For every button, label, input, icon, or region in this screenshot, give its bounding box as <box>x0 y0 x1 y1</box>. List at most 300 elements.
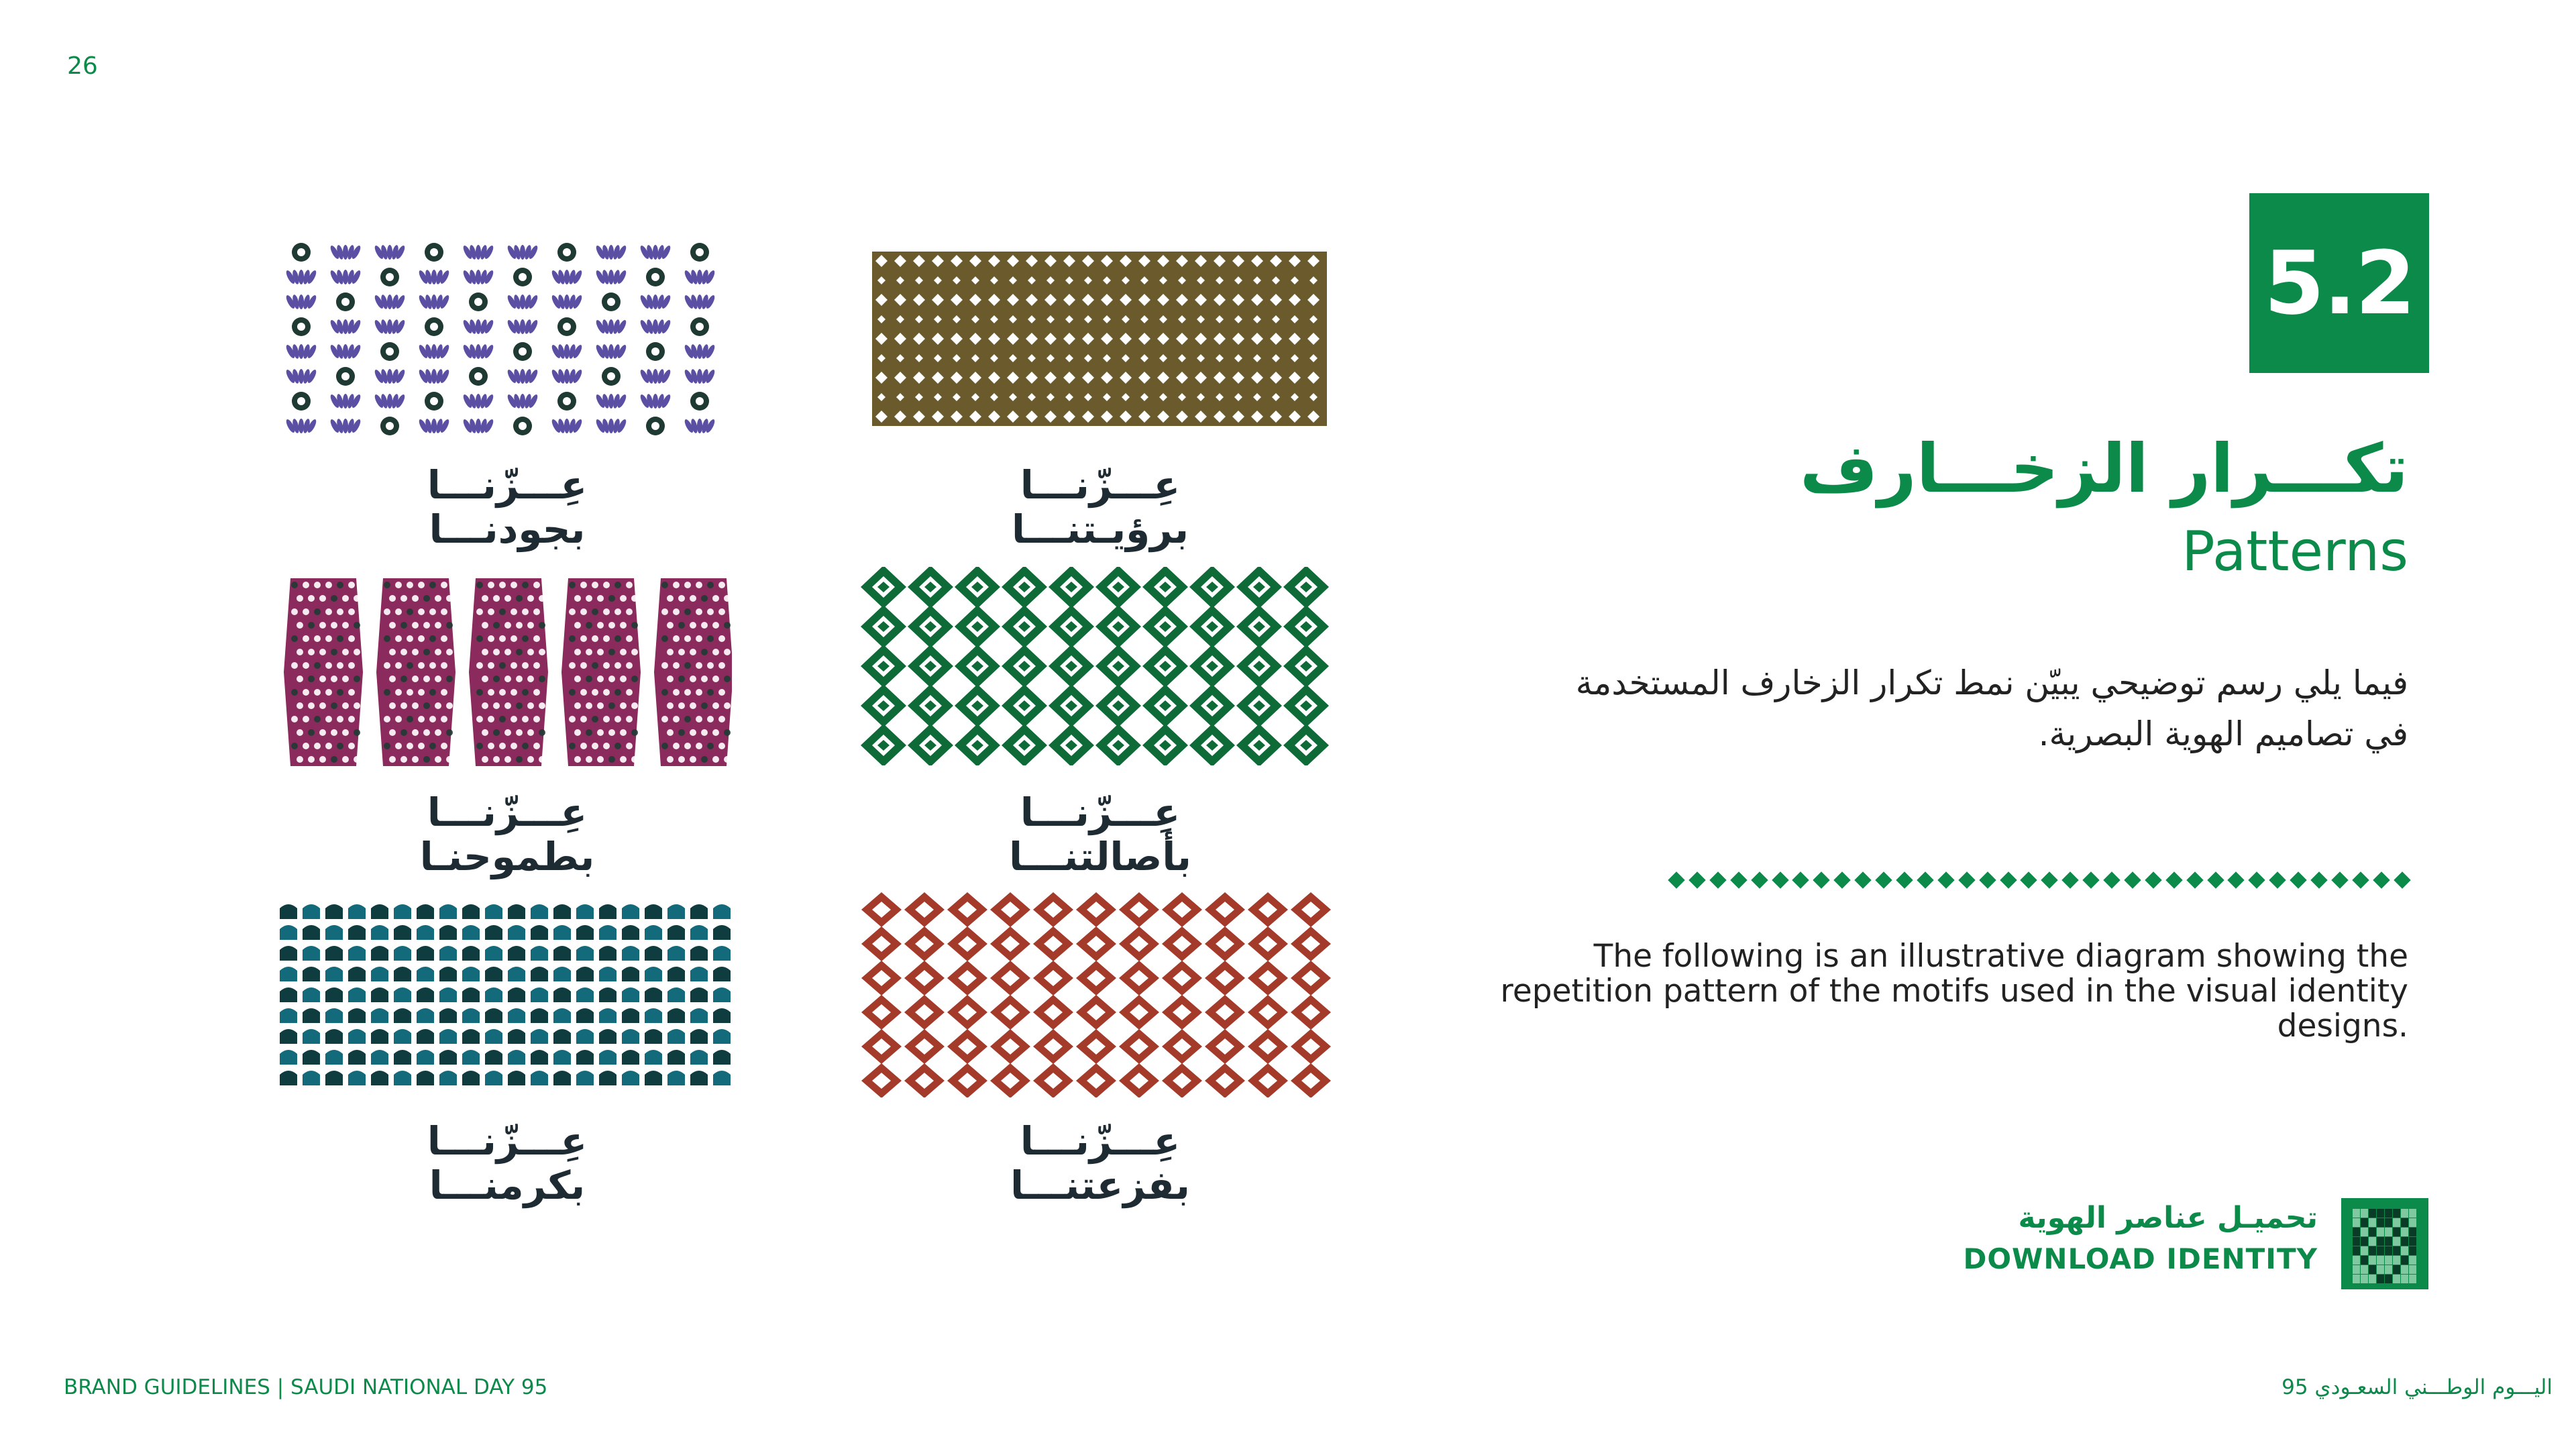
section-number: 5.2 <box>2263 232 2415 334</box>
leaf-motif <box>329 319 362 334</box>
arch-motif <box>531 1050 548 1065</box>
flower-motif <box>425 243 443 262</box>
caption-bottom: بفزعتنـــا <box>1010 1163 1190 1208</box>
diamond-motif <box>1142 684 1188 727</box>
arch-motif <box>394 1029 411 1044</box>
divider-diamond <box>1896 871 1913 888</box>
leaf-motif <box>594 393 627 409</box>
divider-diamond <box>2394 871 2410 888</box>
arch-motif <box>280 946 297 961</box>
lattice-motif <box>990 1029 1030 1064</box>
lattice-motif <box>1076 1029 1116 1064</box>
arch-motif <box>667 1071 685 1085</box>
lattice-motif <box>1205 1029 1245 1064</box>
leaf-motif <box>329 244 362 260</box>
leaf-motif <box>329 343 362 359</box>
divider-diamond <box>1730 871 1747 888</box>
leaf-motif <box>683 269 716 284</box>
arch-motif <box>690 946 708 961</box>
arch-motif <box>690 1050 708 1065</box>
caption-ruyatna <box>959 463 1241 551</box>
arch-motif <box>371 967 388 981</box>
divider-diamond <box>2041 871 2058 888</box>
arch-motif <box>531 1029 548 1044</box>
arch-motif <box>713 1008 731 1023</box>
diamond-motif <box>1095 724 1141 765</box>
divider-diamond <box>2310 871 2327 888</box>
diamond-motif <box>955 645 1000 688</box>
arch-motif <box>508 1029 525 1044</box>
arch-motif <box>348 904 366 919</box>
lattice-motif <box>1248 926 1288 961</box>
diamond-motif <box>1283 684 1329 727</box>
arch-motif <box>553 946 571 961</box>
arch-motif <box>462 1050 480 1065</box>
leaf-motif <box>683 418 716 433</box>
divider-diamond <box>1792 871 1809 888</box>
diamond-motif <box>1189 645 1235 688</box>
lattice-motif <box>990 892 1030 927</box>
hexagon-band <box>284 578 363 766</box>
arch-motif <box>599 967 616 981</box>
arch-motif <box>553 1050 571 1065</box>
arch-motif <box>508 946 525 961</box>
lattice-motif <box>947 926 987 961</box>
arch-motif <box>508 1071 525 1085</box>
diamond-motif <box>1283 567 1329 608</box>
arch-motif <box>622 987 639 1002</box>
arch-motif <box>553 987 571 1002</box>
arch-motif <box>599 904 616 919</box>
arch-motif <box>325 987 343 1002</box>
arch-motif <box>690 925 708 940</box>
arch-motif <box>303 904 320 919</box>
diamond-motif <box>861 724 906 765</box>
arch-motif <box>485 987 502 1002</box>
arch-motif <box>417 1050 434 1065</box>
diamond-motif <box>908 684 953 727</box>
diamond-motif <box>1189 724 1235 765</box>
lattice-motif <box>861 926 902 961</box>
caption-bottom: بجودنـــا <box>429 506 586 552</box>
arch-motif <box>394 987 411 1002</box>
download-identity-button[interactable] <box>1963 1189 2428 1289</box>
diamond-motif <box>1002 567 1047 608</box>
arch-motif <box>690 1071 708 1085</box>
diamond-motif <box>1142 724 1188 765</box>
arch-motif <box>667 946 685 961</box>
arch-motif <box>485 1071 502 1085</box>
arch-motif <box>303 1071 320 1085</box>
leaf-motif <box>550 269 583 284</box>
diamond-motif <box>1049 605 1094 648</box>
arch-motif <box>645 967 662 981</box>
pattern-karamna <box>277 900 733 1089</box>
lattice-motif <box>1119 995 1159 1030</box>
arch-motif <box>531 1008 548 1023</box>
lattice-motif <box>1205 1063 1245 1097</box>
arch-motif <box>394 946 411 961</box>
arch-motif <box>622 946 639 961</box>
diamond-motif <box>1049 724 1094 765</box>
leaf-motif <box>417 294 450 309</box>
leaf-motif <box>373 294 406 309</box>
hexagon-band <box>561 578 641 766</box>
leaf-motif <box>550 418 583 433</box>
arch-motif <box>485 1050 502 1065</box>
leaf-motif <box>639 393 672 409</box>
caption-top: عِـــزّنـــا <box>1020 462 1181 508</box>
diamond-motif <box>1002 605 1047 648</box>
pattern-ruyatna <box>872 252 1327 426</box>
arch-motif <box>348 1050 366 1065</box>
lattice-motif <box>1119 1063 1159 1097</box>
lattice-motif <box>1076 926 1116 961</box>
arch-motif <box>325 925 343 940</box>
leaf-motif <box>417 368 450 384</box>
lattice-motif <box>1205 995 1245 1030</box>
lattice-motif <box>1162 1029 1202 1064</box>
divider-diamond <box>1688 871 1705 888</box>
leaf-motif <box>506 393 539 409</box>
lattice-motif <box>1033 995 1073 1030</box>
leaf-motif <box>284 368 317 384</box>
flower-motif <box>380 417 399 435</box>
arch-motif <box>531 946 548 961</box>
section-title-english: Patterns <box>2182 520 2408 584</box>
lattice-motif <box>990 1063 1030 1097</box>
diamond-motif <box>908 645 953 688</box>
lattice-motif <box>1248 961 1288 996</box>
divider-diamond <box>2186 871 2203 888</box>
divider-diamond <box>2124 871 2141 888</box>
arch-motif <box>622 1071 639 1085</box>
divider-diamond <box>1834 871 1851 888</box>
arch-motif <box>690 967 708 981</box>
caption-bottom: بأصالتنـــا <box>1009 834 1191 879</box>
diamond-motif <box>861 605 906 648</box>
arch-motif <box>599 1050 616 1065</box>
divider-diamond <box>1772 871 1788 888</box>
divider-diamond <box>2021 871 2037 888</box>
arch-motif <box>439 1029 457 1044</box>
arch-motif <box>713 967 731 981</box>
diamond-motif <box>1283 724 1329 765</box>
arch-motif <box>667 925 685 940</box>
flower-motif <box>646 268 665 286</box>
diamond-motif <box>1189 567 1235 608</box>
flower-motif <box>292 392 311 411</box>
lattice-motif <box>1119 892 1159 927</box>
diamond-motif <box>908 605 953 648</box>
lattice-motif <box>1119 926 1159 961</box>
diamond-motif <box>1189 684 1235 727</box>
leaf-motif <box>594 319 627 334</box>
flower-motif <box>513 417 532 435</box>
arch-motif <box>439 904 457 919</box>
caption-bottom: برؤيـتنـــا <box>1011 506 1189 552</box>
flower-motif <box>336 367 355 386</box>
leaf-motif <box>683 294 716 309</box>
arch-motif <box>280 1050 297 1065</box>
arch-motif <box>462 904 480 919</box>
arch-motif <box>599 1008 616 1023</box>
hexagon-band <box>469 578 548 766</box>
lattice-motif <box>1076 892 1116 927</box>
arch-motif <box>371 987 388 1002</box>
leaf-motif <box>550 294 583 309</box>
lattice-motif <box>1291 892 1331 927</box>
divider-diamond <box>1875 871 1892 888</box>
leaf-motif <box>506 368 539 384</box>
arch-motif <box>417 904 434 919</box>
leaf-motif <box>639 244 672 260</box>
leaf-motif <box>594 343 627 359</box>
arch-motif <box>645 1008 662 1023</box>
lattice-motif <box>861 1063 902 1097</box>
leaf-motif <box>417 269 450 284</box>
lattice-motif <box>861 1029 902 1064</box>
leaf-motif <box>506 294 539 309</box>
leaf-motif <box>550 368 583 384</box>
leaf-motif <box>329 418 362 433</box>
lattice-motif <box>904 926 945 961</box>
lattice-motif <box>1291 1029 1331 1064</box>
leaf-motif <box>329 393 362 409</box>
leaf-motif <box>284 294 317 309</box>
leaf-motif <box>417 418 450 433</box>
lattice-motif <box>1119 961 1159 996</box>
caption-top: عِـــزّنـــا <box>1020 790 1181 835</box>
arch-motif <box>394 1050 411 1065</box>
arch-motif <box>508 967 525 981</box>
arch-motif <box>508 1050 525 1065</box>
lattice-motif <box>1248 1029 1288 1064</box>
divider-diamond <box>2000 871 2017 888</box>
arch-motif <box>645 1050 662 1065</box>
leaf-motif <box>417 343 450 359</box>
divider-diamond <box>2228 871 2245 888</box>
flower-motif <box>690 243 709 262</box>
lattice-motif <box>1033 1063 1073 1097</box>
arch-motif <box>622 1008 639 1023</box>
arch-motif <box>348 1071 366 1085</box>
arch-motif <box>553 967 571 981</box>
arch-motif <box>599 946 616 961</box>
flower-motif <box>425 392 443 411</box>
diamond-motif <box>908 567 953 608</box>
page-number: 26 <box>67 52 98 80</box>
leaf-motif <box>462 343 494 359</box>
diamond-motif <box>861 645 906 688</box>
footer-brand-guidelines: BRAND GUIDELINES | SAUDI NATIONAL DAY 95 <box>64 1375 548 1399</box>
arch-motif <box>667 904 685 919</box>
arch-motif <box>303 946 320 961</box>
lattice-motif <box>1033 1029 1073 1064</box>
lattice-motif <box>947 1029 987 1064</box>
diamond-motif <box>1049 645 1094 688</box>
arch-motif <box>645 987 662 1002</box>
leaf-motif <box>639 368 672 384</box>
arch-motif <box>599 925 616 940</box>
arch-motif <box>462 1008 480 1023</box>
arch-motif <box>576 904 594 919</box>
hexagon-band <box>376 578 455 766</box>
arch-motif <box>531 967 548 981</box>
diamond-motif <box>1283 605 1329 648</box>
pattern-tumuhna <box>277 578 732 766</box>
leaf-motif <box>639 319 672 334</box>
caption-bottom: بكرمنـــا <box>429 1163 586 1208</box>
lattice-motif <box>1291 961 1331 996</box>
arch-motif <box>622 1029 639 1044</box>
arch-motif <box>348 1008 366 1023</box>
arch-motif <box>690 987 708 1002</box>
arch-motif <box>462 946 480 961</box>
arch-motif <box>325 1050 343 1065</box>
lattice-motif <box>1248 995 1288 1030</box>
arch-motif <box>622 925 639 940</box>
leaf-motif <box>462 393 494 409</box>
flower-motif <box>557 317 576 336</box>
leaf-motif <box>594 418 627 433</box>
arch-motif <box>325 967 343 981</box>
arch-motif <box>417 987 434 1002</box>
arch-motif <box>280 904 297 919</box>
lattice-motif <box>1248 1063 1288 1097</box>
diamond-motif <box>1002 724 1047 765</box>
arch-motif <box>417 946 434 961</box>
arch-motif <box>348 946 366 961</box>
flower-motif <box>557 243 576 262</box>
lattice-motif <box>990 995 1030 1030</box>
caption-karamna <box>366 1119 648 1208</box>
lattice-motif <box>1162 892 1202 927</box>
arch-motif <box>371 946 388 961</box>
arch-motif <box>622 1050 639 1065</box>
lattice-motif <box>1291 995 1331 1030</box>
arch-motif <box>576 1008 594 1023</box>
diamond-motif <box>1095 684 1141 727</box>
divider-diamond <box>2269 871 2286 888</box>
arch-motif <box>576 1071 594 1085</box>
arch-motif <box>553 1008 571 1023</box>
leaf-motif <box>462 418 494 433</box>
arch-motif <box>325 1071 343 1085</box>
arch-motif <box>303 1050 320 1065</box>
arch-motif <box>576 1050 594 1065</box>
diamond-motif <box>1236 645 1282 688</box>
divider-diamond <box>1937 871 1954 888</box>
arch-motif <box>394 925 411 940</box>
arch-motif <box>439 987 457 1002</box>
arch-motif <box>348 925 366 940</box>
arch-motif <box>417 925 434 940</box>
leaf-motif <box>373 368 406 384</box>
lattice-motif <box>904 1029 945 1064</box>
arch-motif <box>394 967 411 981</box>
leaf-motif <box>639 294 672 309</box>
leaf-motif <box>284 269 317 284</box>
flower-motif <box>602 292 621 311</box>
lattice-motif <box>1291 926 1331 961</box>
arch-motif <box>508 904 525 919</box>
diamond-divider <box>1670 871 2408 890</box>
hexagon-band <box>654 578 732 766</box>
arch-motif <box>485 904 502 919</box>
diamond-motif <box>1236 684 1282 727</box>
diamond-motif <box>1142 605 1188 648</box>
arch-motif <box>303 987 320 1002</box>
divider-diamond <box>1751 871 1768 888</box>
arch-motif <box>599 1071 616 1085</box>
divider-diamond <box>2082 871 2099 888</box>
arch-motif <box>303 1008 320 1023</box>
arch-motif <box>417 1029 434 1044</box>
diamond-motif <box>955 567 1000 608</box>
lattice-motif <box>1033 926 1073 961</box>
pattern-judna <box>278 240 729 441</box>
lattice-motif <box>1162 1063 1202 1097</box>
flower-motif <box>602 367 621 386</box>
leaf-motif <box>462 244 494 260</box>
lattice-motif <box>1076 1063 1116 1097</box>
arch-motif <box>394 1071 411 1085</box>
arch-motif <box>576 987 594 1002</box>
arch-motif <box>371 925 388 940</box>
lattice-motif <box>904 892 945 927</box>
lattice-motif <box>947 892 987 927</box>
lattice-motif <box>1205 892 1245 927</box>
lattice-motif <box>904 961 945 996</box>
lattice-motif <box>1119 1029 1159 1064</box>
divider-diamond <box>1917 871 1933 888</box>
lattice-motif <box>904 995 945 1030</box>
arch-motif <box>394 904 411 919</box>
arch-motif <box>645 1071 662 1085</box>
leaf-motif <box>506 244 539 260</box>
arch-motif <box>508 1008 525 1023</box>
leaf-motif <box>594 269 627 284</box>
flower-motif <box>690 392 709 411</box>
flower-motif <box>469 292 488 311</box>
arch-motif <box>599 987 616 1002</box>
arch-motif <box>280 967 297 981</box>
arch-motif <box>531 1071 548 1085</box>
lattice-motif <box>1033 961 1073 996</box>
arch-motif <box>713 904 731 919</box>
arch-motif <box>280 1071 297 1085</box>
pattern-asalatna <box>860 567 1334 765</box>
arch-motif <box>531 904 548 919</box>
arch-motif <box>439 1050 457 1065</box>
arch-motif <box>713 1050 731 1065</box>
arch-motif <box>462 1071 480 1085</box>
flower-motif <box>425 317 443 336</box>
flower-motif <box>646 342 665 361</box>
arch-motif <box>303 967 320 981</box>
arch-motif <box>371 1008 388 1023</box>
caption-top: عِـــزّنـــا <box>427 790 588 835</box>
download-identity-icon <box>2341 1189 2428 1289</box>
flower-motif <box>469 367 488 386</box>
arch-motif <box>690 904 708 919</box>
arch-motif <box>645 925 662 940</box>
diamond-motif <box>1095 645 1141 688</box>
arch-motif <box>348 987 366 1002</box>
arch-motif <box>439 967 457 981</box>
arch-motif <box>280 1008 297 1023</box>
